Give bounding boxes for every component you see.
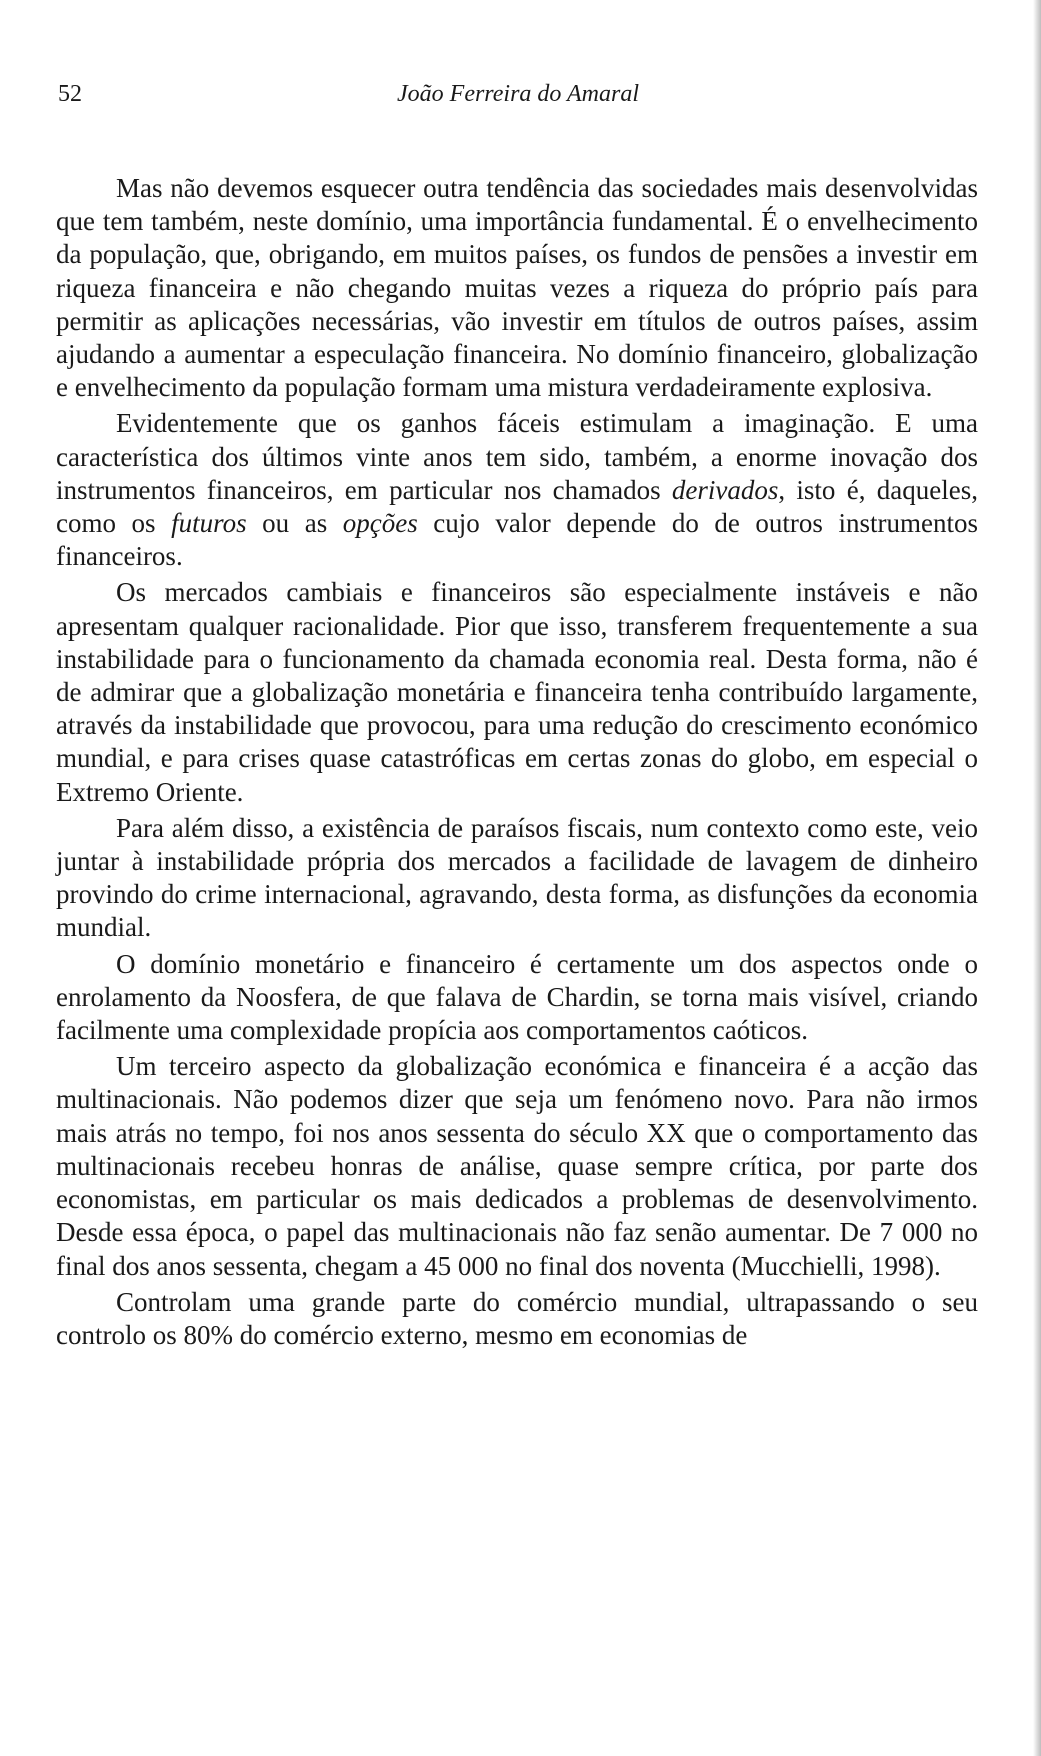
text-run: cujo valor depende do de outros instrumentos financeiros.: [56, 508, 978, 572]
running-title: João Ferreira do Amaral: [397, 81, 639, 107]
paragraph: [56, 948, 978, 1048]
paragraph: [56, 576, 978, 808]
paragraph: [56, 172, 978, 404]
italic-term: futuros: [171, 508, 247, 539]
text-run: ou as: [246, 508, 343, 539]
text-run: Um terceiro aspecto da globalização económica e financeira é a acção das multinacionais. Não podemos dizer que seja um fenómeno novo. Para não irmos mais atrás no tempo, foi nos anos sessenta do século XX que o comportamento das multinacionais recebeu honras de análise, quase sempre crítica, por parte dos economistas, em particular os mais dedicados a problemas de desenvolvimento. Desde essa época, o papel das multinacionais não faz senão aumentar. De 7 000 no final dos anos sessenta, chegam a 45 000 no final dos noventa (Mucchielli, 1998).: [56, 1051, 978, 1281]
text-run: Os mercados cambiais e financeiros são especialmente instáveis e não apresentam qualquer racionalidade. Pior que isso, transferem frequentemente a sua instabilidade para o funcionamento da chamada economia real. Desta forma, não é de admirar que a globalização monetária e financeira tenha contribuído largamente, através da instabilidade que provocou, para uma redução do crescimento económico mundial, e para crises quase catastróficas em certas zonas do globo, em especial o Extremo Oriente.: [56, 577, 978, 807]
italic-term: opções: [342, 508, 418, 539]
running-header: [58, 76, 978, 112]
text-run: Controlam uma grande parte do comércio mundial, ultrapassando o seu controlo os 80% do comércio externo, mesmo em economias de: [56, 1286, 978, 1350]
paragraph: [56, 1050, 978, 1282]
paragraph: [56, 812, 978, 945]
italic-term: derivados: [671, 474, 779, 505]
page-number: 52: [58, 81, 82, 107]
paragraph: [56, 407, 978, 573]
paragraph: [56, 1286, 978, 1352]
text-run: , isto é, daqueles, como os: [56, 474, 978, 539]
text-run: Evidentemente que os ganhos fáceis estimulam a imaginação. E uma característica dos últimos vinte anos tem sido, também, a enorme inovação dos instrumentos financeiros, em particular nos chamados: [56, 408, 978, 505]
body-text: [56, 172, 978, 1355]
text-run: Mas não devemos esquecer outra tendência das sociedades mais desenvolvidas que tem também, neste domínio, uma importância fundamental. É o envelhecimento da população, que, obrigando, em muitos países, os fundos de pensões a investir em riqueza financeira e não chegando muitas vezes a riqueza do próprio país para permitir as aplicações necessárias, vão investir em títulos de outros países, assim ajudando a aumentar a especulação financeira. No domínio financeiro, globalização e envelhecimento da população formam uma mistura verdadeiramente explosiva.: [56, 173, 978, 403]
page-edge-shadow: [1033, 0, 1041, 1756]
text-run: Para além disso, a existência de paraísos fiscais, num contexto como este, veio juntar à instabilidade própria dos mercados a facilidade de lavagem de dinheiro provindo do crime internacional, agravando, desta forma, as disfunções da economia mundial.: [56, 812, 978, 943]
text-run: O domínio monetário e financeiro é certamente um dos aspectos onde o enrolamento da Noosfera, de que falava de Chardin, se torna mais visível, criando facilmente uma complexidade propícia aos comportamentos caóticos.: [56, 948, 978, 1046]
